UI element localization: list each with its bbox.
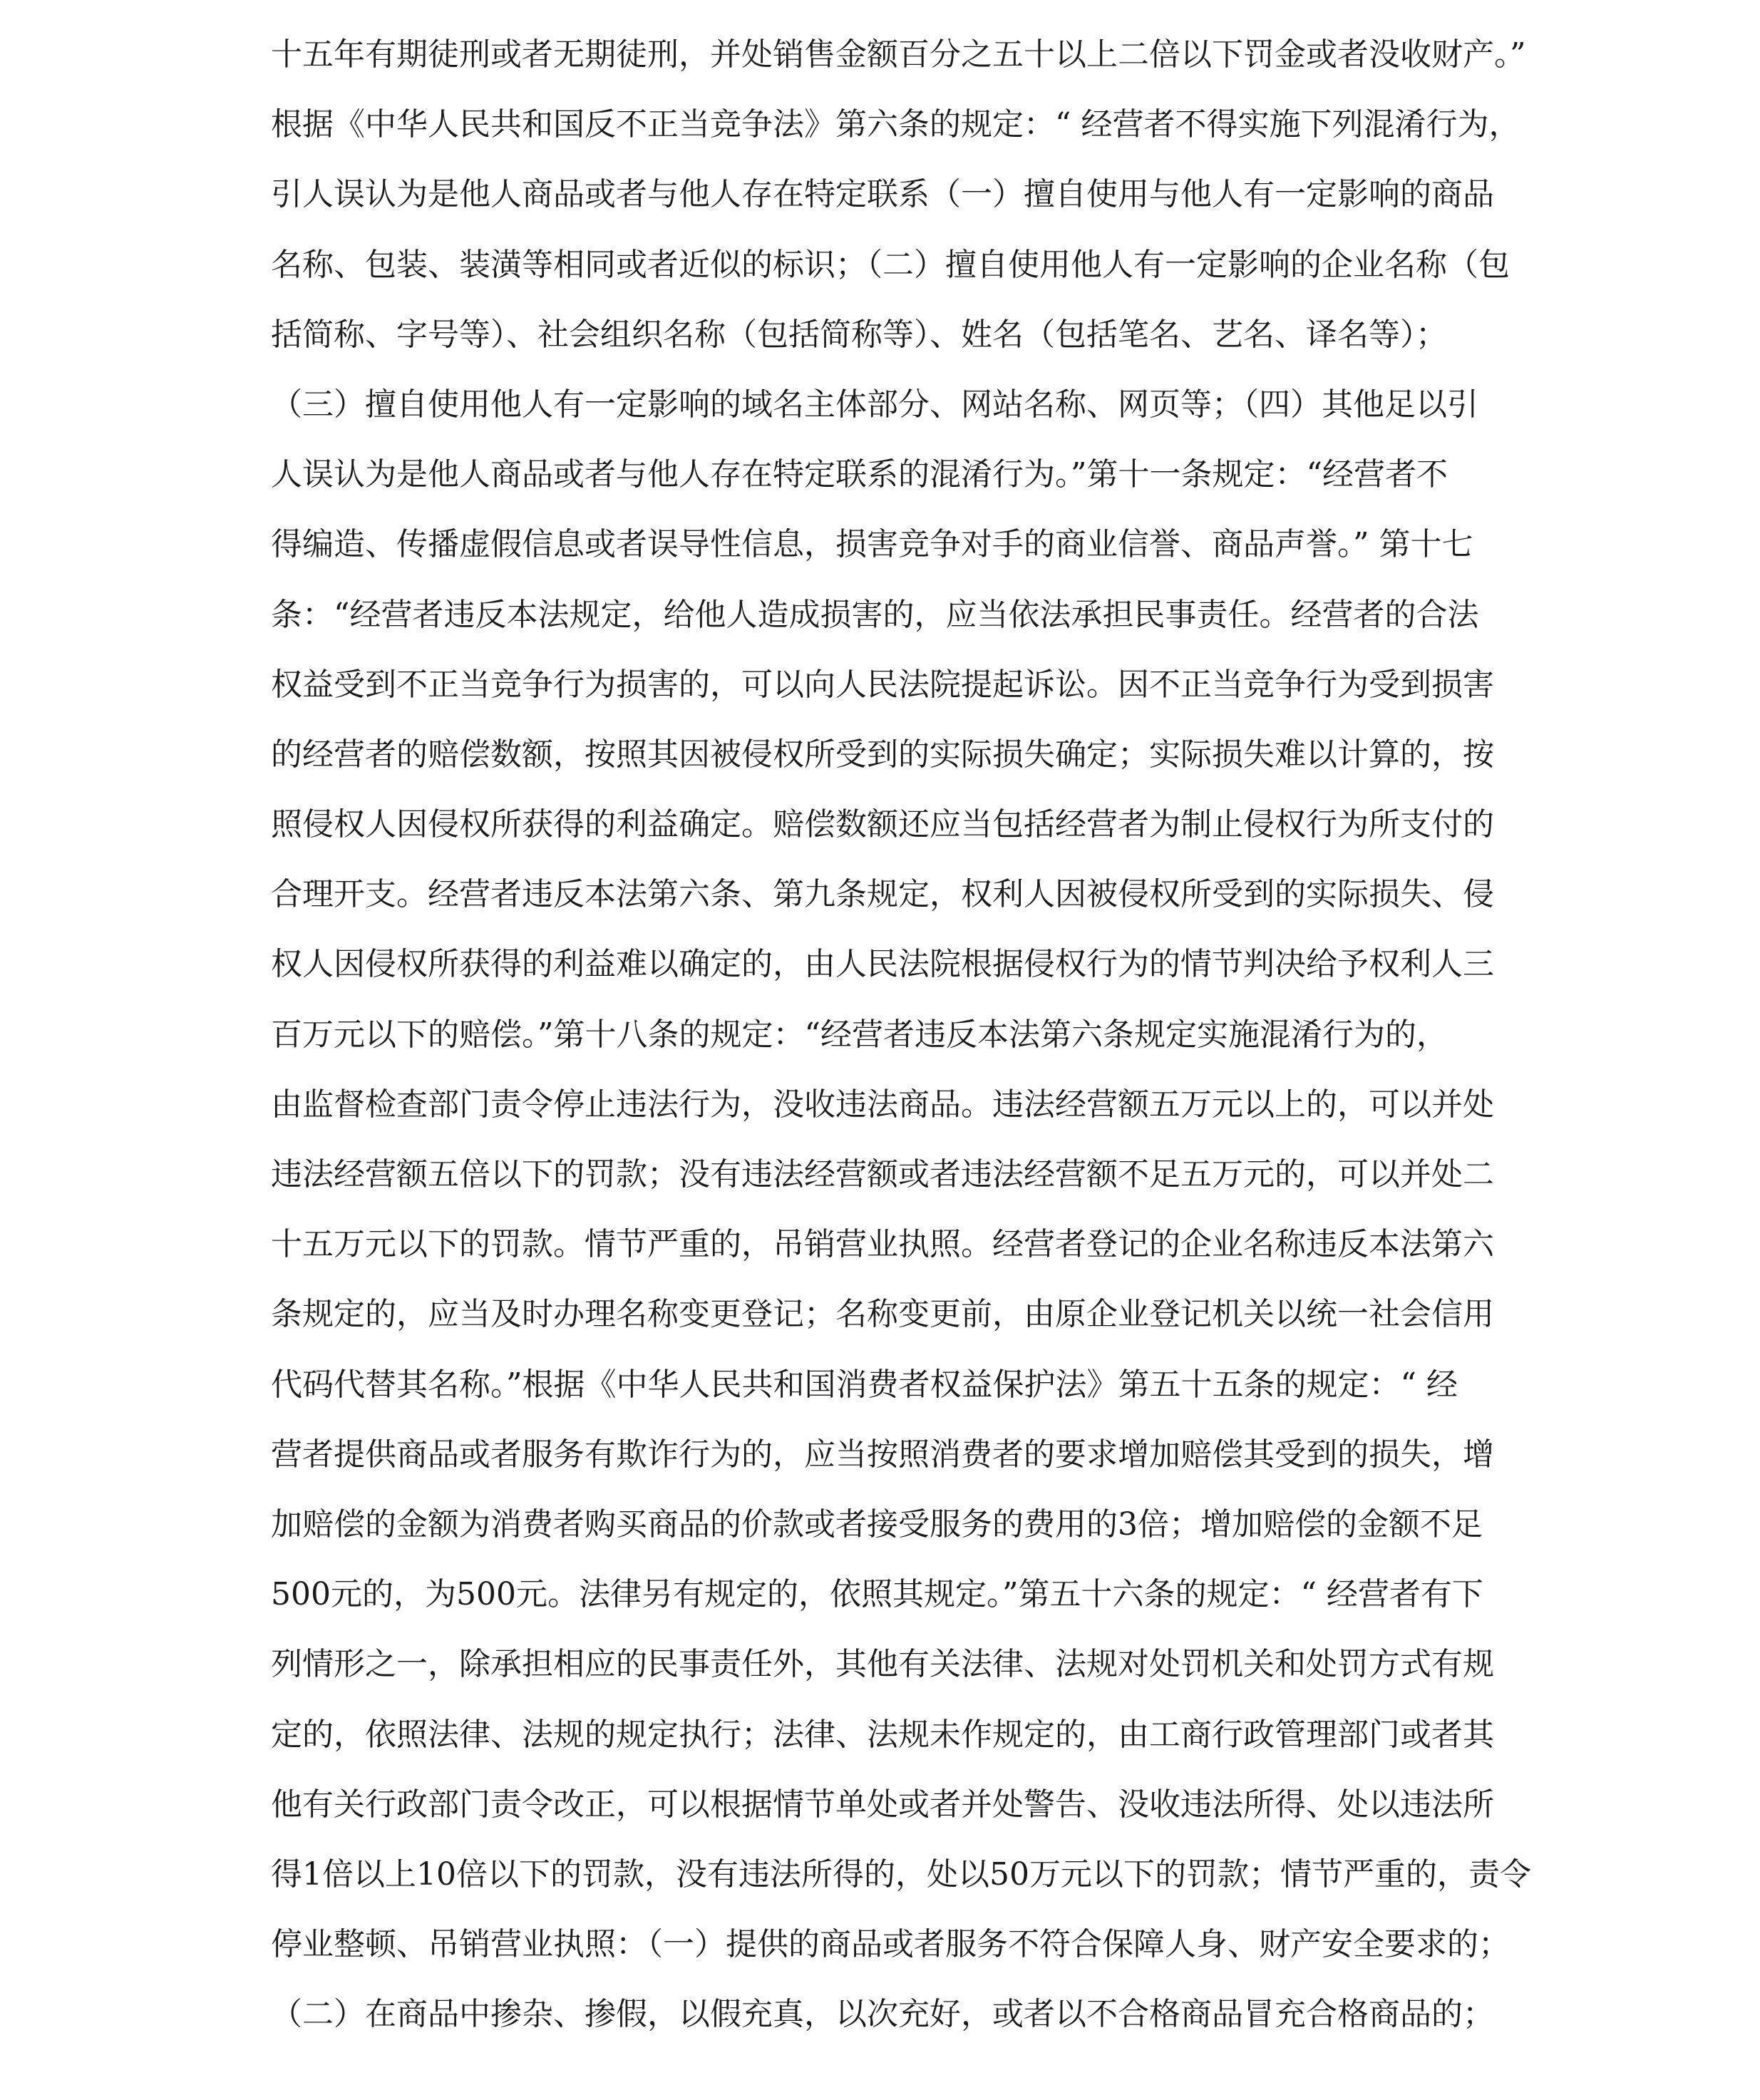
text-line: 得编造、传播虚假信息或者误导性信息，损害竞争对手的商业信誉、商品声誉。” 第十七 xyxy=(271,526,1473,563)
body-text xyxy=(271,20,1531,2049)
text-line: 营者提供商品或者服务有欺诈行为的，应当按照消费者的要求增加赔偿其受到的损失，增 xyxy=(271,1436,1494,1473)
text-line: 由监督检查部门责令停止违法行为，没收违法商品。违法经营额五万元以上的，可以并处 xyxy=(271,1086,1494,1123)
text-line: 他有关行政部门责令改正，可以根据情节单处或者并处警告、没收违法所得、处以违法所 xyxy=(271,1786,1494,1823)
text-line: 加赔偿的金额为消费者购买商品的价款或者接受服务的费用的3倍；增加赔偿的金额不足 xyxy=(271,1505,1483,1543)
text-line: 合理开支。经营者违反本法第六条、第九条规定，权利人因被侵权所受到的实际损失、侵 xyxy=(271,876,1494,913)
text-line: 代码代替其名称。”根据《中华人民共和国消费者权益保护法》第五十五条的规定：“ 经 xyxy=(271,1366,1458,1403)
text-line: 照侵权人因侵权所获得的利益确定。赔偿数额还应当包括经营者为制止侵权行为所支付的 xyxy=(271,806,1494,843)
text-line: 条：“经营者违反本法规定，给他人造成损害的，应当依法承担民事责任。经营者的合法 xyxy=(271,596,1479,633)
text-line: 500元的，为500元。法律另有规定的，依照其规定。”第五十六条的规定：“ 经营者有下 xyxy=(271,1576,1483,1613)
text-line: 条规定的，应当及时办理名称变更登记；名称变更前，由原企业登记机关以统一社会信用 xyxy=(271,1296,1494,1333)
text-line: 根据《中华人民共和国反不正当竞争法》第六条的规定：“ 经营者不得实施下列混淆行为， xyxy=(271,106,1520,143)
text-line: （二）在商品中掺杂、掺假，以假充真，以次充好，或者以不合格商品冒充合格商品的； xyxy=(271,1996,1494,2033)
text-line: 的经营者的赔偿数额，按照其因被侵权所受到的实际损失确定；实际损失难以计算的，按 xyxy=(271,736,1494,773)
text-line: 引人误认为是他人商品或者与他人存在特定联系（一）擅自使用与他人有一定影响的商品 xyxy=(271,176,1494,213)
text-line: 括简称、字号等）、社会组织名称（包括简称等）、姓名（包括笔名、艺名、译名等）； xyxy=(271,316,1447,353)
text-line: 十五万元以下的罚款。情节严重的，吊销营业执照。经营者登记的企业名称违反本法第六 xyxy=(271,1226,1494,1263)
text-line: 百万元以下的赔偿。”第十八条的规定：“经营者违反本法第六条规定实施混淆行为的， xyxy=(271,1016,1448,1053)
text-line: 权益受到不正当竞争行为损害的，可以向人民法院提起诉讼。因不正当竞争行为受到损害 xyxy=(271,666,1494,703)
text-line: 定的，依照法律、法规的规定执行；法律、法规未作规定的，由工商行政管理部门或者其 xyxy=(271,1716,1494,1753)
text-line: （三）擅自使用他人有一定影响的域名主体部分、网站名称、网页等；（四）其他足以引 xyxy=(271,386,1478,423)
text-line: 名称、包装、装潢等相同或者近似的标识；（二）擅自使用他人有一定影响的企业名称（包 xyxy=(271,246,1510,283)
text-line: 停业整顿、吊销营业执照：（一）提供的商品或者服务不符合保障人身、财产安全要求的； xyxy=(271,1926,1510,1963)
text-line: 十五年有期徒刑或者无期徒刑，并处销售金额百分之五十以上二倍以下罚金或者没收财产。” xyxy=(271,36,1526,73)
text-line: 权人因侵权所获得的利益难以确定的，由人民法院根据侵权行为的情节判决给予权利人三 xyxy=(271,946,1494,983)
text-line: 人误认为是他人商品或者与他人存在特定联系的混淆行为。”第十一条规定：“经营者不 xyxy=(271,456,1448,493)
text-line: 列情形之一，除承担相应的民事责任外，其他有关法律、法规对处罚机关和处罚方式有规 xyxy=(271,1646,1494,1683)
text-line: 违法经营额五倍以下的罚款；没有违法经营额或者违法经营额不足五万元的，可以并处二 xyxy=(271,1156,1494,1193)
text-line: 得1倍以上10倍以下的罚款，没有违法所得的，处以50万元以下的罚款；情节严重的，责令 xyxy=(271,1855,1531,1893)
